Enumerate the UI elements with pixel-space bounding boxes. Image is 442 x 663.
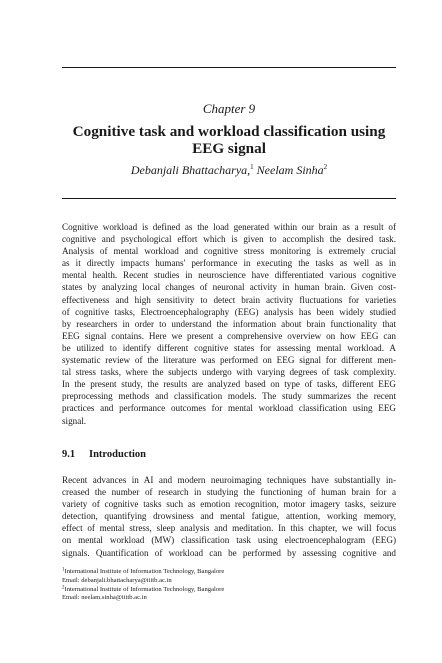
- chapter-title-line-2: EEG signal: [192, 140, 266, 157]
- text-line: variety of cognitive tasks such as emotion recognition, motor imagery tasks, seizure: [62, 499, 396, 510]
- author-line: [62, 163, 396, 178]
- chapter-title-line-1: Cognitive task and workload classification using: [72, 123, 386, 140]
- text-line: Analysis of mental workload and cognitive stress monitoring is extremely crucial: [62, 246, 396, 257]
- footnote-line: [62, 586, 396, 595]
- text-line: tal stress tasks, where the subjects undergo with varying degrees of task complexity.: [62, 367, 396, 378]
- text-line: signal.: [62, 415, 87, 426]
- chapter-label: Chapter 9: [202, 101, 256, 116]
- text-line: effect of mental stress, sleep analysis and meditation. In this chapter, we will focus: [62, 523, 396, 534]
- text-line: Cognitive workload is defined as the load generated within our brain as a result of: [62, 222, 396, 232]
- section-heading: [62, 448, 146, 461]
- text-line: Recent advances in AI and modern neuroimaging techniques have substantially in-: [62, 475, 396, 485]
- text-line: practices and performance outcomes for mental workload classification using EEG: [62, 403, 396, 414]
- footnotes: [62, 568, 396, 603]
- text-line: detection, quantifying drowsiness and mental fatigue, attention, working memory,: [62, 511, 396, 522]
- footnote-mark: 1: [62, 567, 65, 573]
- text-line: as it directly impacts humans' performance in executing the tasks as well as in: [62, 258, 396, 269]
- footnote-line: [62, 577, 396, 586]
- footnote-text: Email: neelam.sinha@iiitb.ac.in: [62, 594, 147, 602]
- text-line: preprocessing methods and classification models. The study summarizes the recent: [62, 391, 396, 402]
- text-line: be utilized to identify different cognitive states for assessing mental workload. A: [62, 342, 396, 353]
- text-line: In the present study, the results are analyzed based on type of tasks, different EEG: [62, 379, 396, 390]
- footnote-line: [62, 568, 396, 577]
- footnote-text: International Institute of Information Technology, Bangalore: [64, 568, 225, 575]
- author-2-name: Neelam Sinha: [256, 163, 324, 177]
- author-1-affiliation-mark: 1: [250, 163, 254, 171]
- text-line: states by analyzing local changes of neuronal activity in human brain. Given cost-: [62, 282, 396, 293]
- text-line: creased the number of research in studying the functioning of human brain for a: [62, 487, 396, 498]
- abstract-paragraph: [62, 221, 396, 427]
- text-line: EEG signal contains. Here we present a comprehensive overview on how EEG can: [62, 330, 396, 341]
- section-title: Introduction: [89, 449, 146, 460]
- text-line: by researchers in order to understand the information about brain functionality that: [62, 318, 396, 329]
- introduction-paragraph: [62, 474, 396, 559]
- section-number: 9.1: [62, 449, 76, 460]
- header-bottom-rule: [62, 198, 396, 199]
- text-line: systematic review of the literature was performed on EEG signal for different men-: [62, 355, 396, 366]
- author-1-name: Debanjali Bhattacharya,: [130, 163, 251, 177]
- text-line: on mental workload (MW) classification task using electroencephalogram (EEG): [62, 535, 396, 546]
- author-2-affiliation-mark: 2: [323, 163, 328, 171]
- chapter-title: [62, 123, 396, 157]
- text-line: effectiveness and high sensitivity to detect brain activity fluctuations for varieties: [62, 294, 396, 305]
- footnote-mark: 2: [62, 585, 65, 591]
- footnote-line: [62, 594, 396, 603]
- text-line: of cognitive tasks, Electroencephalography (EEG) analysis has been widely studied: [62, 306, 396, 317]
- text-line: mental health. Recent studies in neuroscience have differentiated various cognitive: [62, 270, 396, 281]
- footnote-text: Email: debanjali.bhattacharya@iiitb.ac.in: [62, 576, 172, 584]
- footnote-text: International Institute of Information Technology, Bangalore: [64, 585, 225, 593]
- text-line: cognitive and psychological effort which is given to accomplish the desired task.: [62, 234, 396, 245]
- top-rule: [62, 67, 396, 68]
- text-line: signals. Quantification of workload can be performed by assessing cognitive and: [62, 547, 396, 558]
